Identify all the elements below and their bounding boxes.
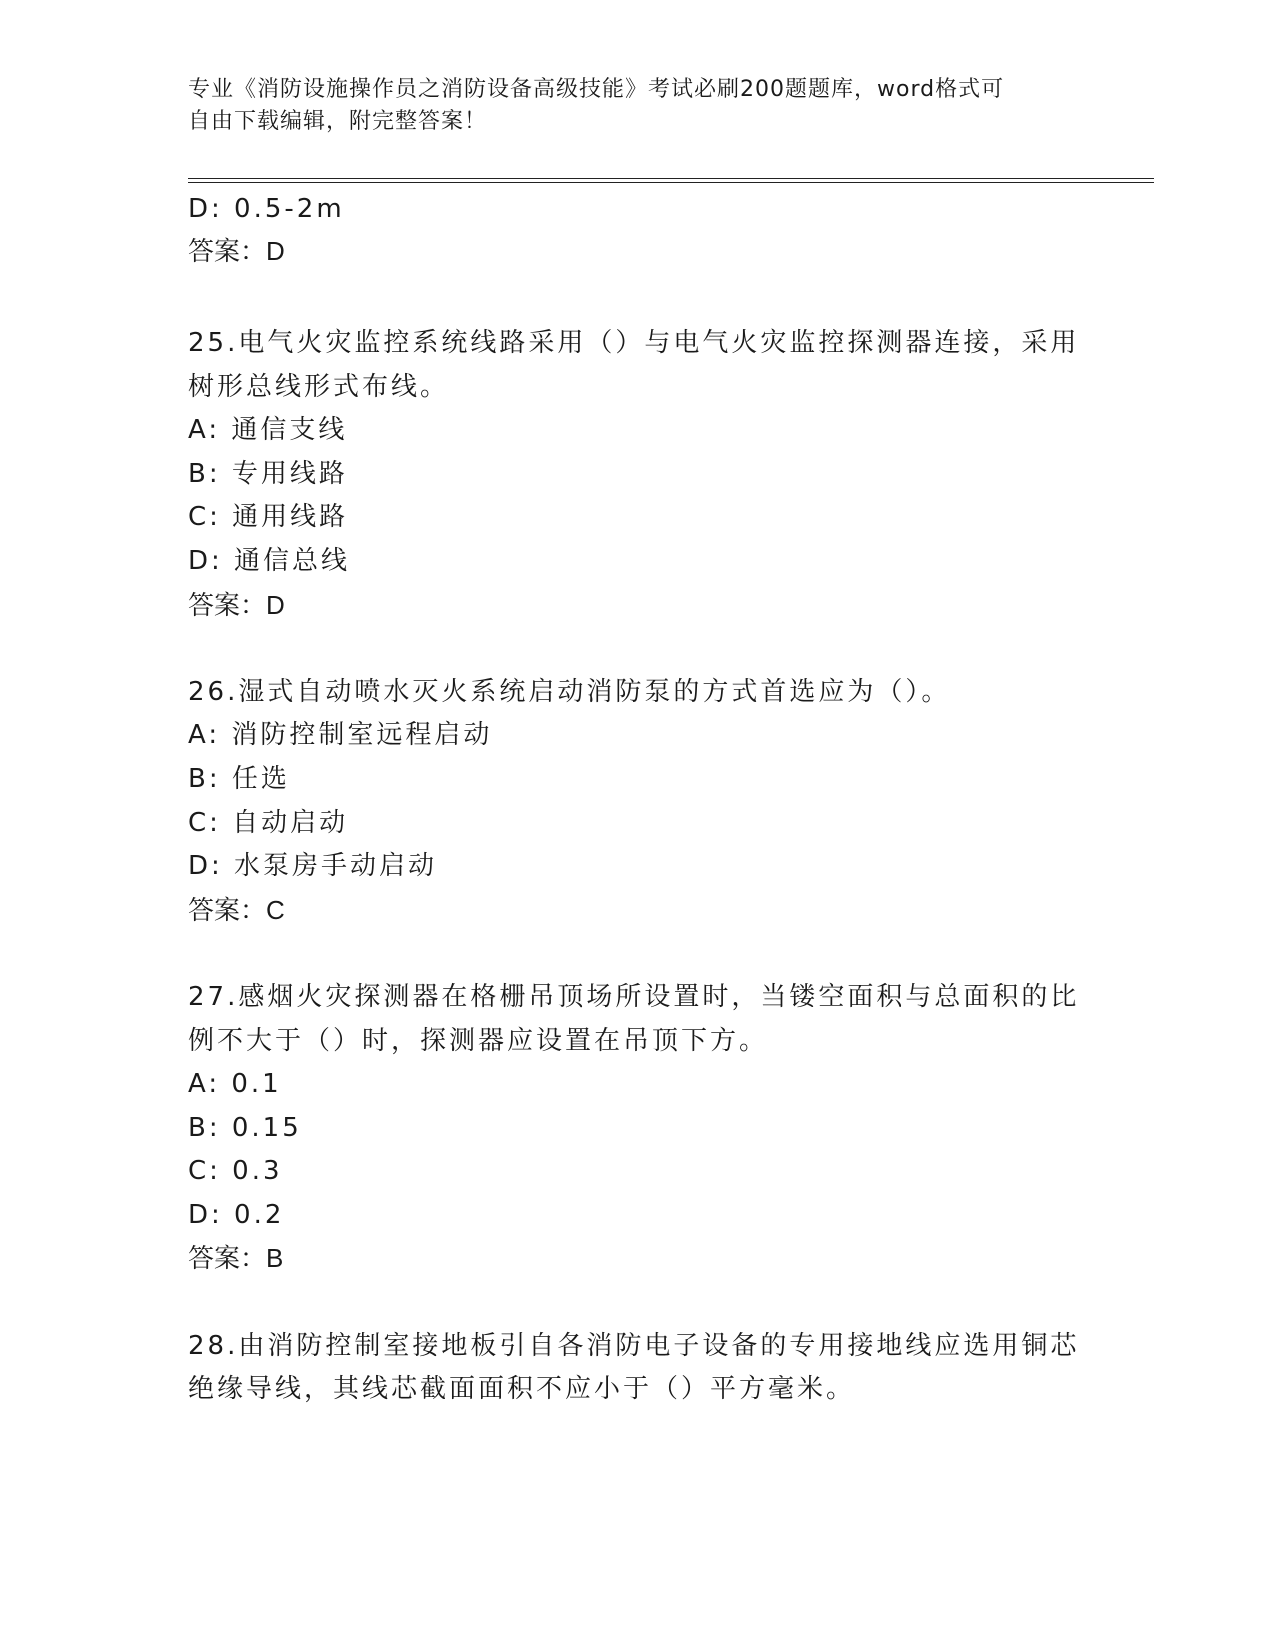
prev-answer: 答案：D (188, 236, 285, 266)
q25-option-c: C: 通用线路 (188, 502, 349, 532)
q25-option-d: D: 通信总线 (188, 546, 351, 576)
header-rule (188, 178, 1154, 183)
q25-option-b: B: 专用线路 (188, 459, 348, 489)
prev-option-d: D: 0.5-2m (188, 194, 345, 224)
q25-answer: 答案：D (188, 590, 285, 620)
q27-option-a: A: 0.1 (188, 1069, 282, 1099)
q25-option-a: A: 通信支线 (188, 415, 348, 445)
q28-stem-line-2: 绝缘导线，其线芯截面面积不应小于（）平方毫米。 (188, 1374, 856, 1404)
q28-stem-line-1: 28.由消防控制室接地板引自各消防电子设备的专用接地线应选用铜芯 (188, 1331, 1080, 1361)
q25-stem-line-1: 25.电气火灾监控系统线路采用（）与电气火灾监控探测器连接，采用 (188, 328, 1080, 358)
q27-answer: 答案：B (188, 1243, 284, 1273)
q25-stem-line-2: 树形总线形式布线。 (188, 372, 450, 402)
q26-stem-line-1: 26.湿式自动喷水灭火系统启动消防泵的方式首选应为（）。 (188, 677, 951, 707)
q27-stem-line-1: 27.感烟火灾探测器在格栅吊顶场所设置时，当镂空面积与总面积的比 (188, 982, 1080, 1012)
q26-option-a: A: 消防控制室远程启动 (188, 720, 493, 750)
q27-option-c: C: 0.3 (188, 1156, 283, 1186)
page-header (188, 74, 1088, 138)
q27-option-b: B: 0.15 (188, 1113, 302, 1143)
q26-option-b: B: 任选 (188, 764, 290, 794)
q26-option-c: C: 自动启动 (188, 808, 349, 838)
header-line-2: 自由下载编辑，附完整答案！ (188, 109, 488, 134)
q27-option-d: D: 0.2 (188, 1200, 285, 1230)
q26-answer: 答案：C (188, 895, 285, 925)
header-line-1: 专业《消防设施操作员之消防设备高级技能》考试必刷200题题库，word格式可 (188, 77, 1005, 102)
q26-option-d: D: 水泵房手动启动 (188, 851, 438, 881)
q27-stem-line-2: 例不大于（）时，探测器应设置在吊顶下方。 (188, 1026, 769, 1056)
